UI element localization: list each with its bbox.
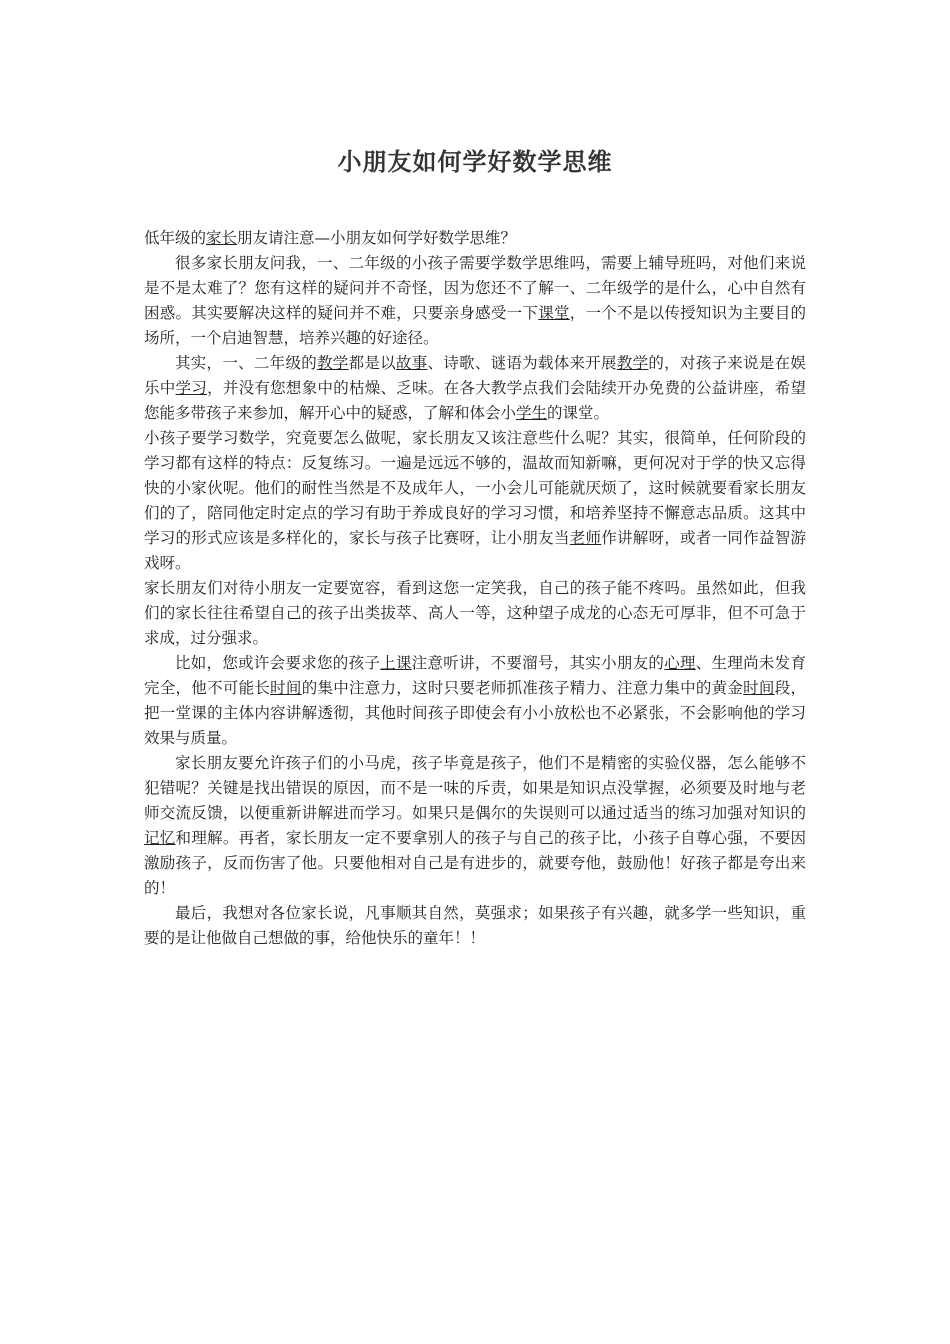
paragraph-text: ，一个不是以传授知识为主要目的场所，一个启迪智慧，培养兴趣的好途径。 — [144, 304, 806, 347]
body-paragraph — [144, 576, 806, 651]
paragraph-text: 家长朋友要允许孩子们的小马虎，孩子毕竟是孩子，他们不是精密的实验仪器，怎么能够不犯错呢？关键是找出错误的原因，而不是一味的斥责，如果是知识点没掌握，必须要及时地与老师交流反馈，以便重新讲解进而学习。如果只是偶尔的失误则可以通过适当的练习加强对知识的 — [144, 754, 806, 822]
underlined-link-text: 时间 — [270, 679, 302, 697]
paragraph-text: 最后，我想对各位家长说，凡事顺其自然，莫强求；如果孩子有兴趣，就多学一些知识，重要的是让他做自己想做的事，给他快乐的童年！！ — [144, 904, 806, 947]
paragraph-text: 很多家长朋友问我，一、二年级的小孩子需要学数学思维吗，需要上辅导班吗，对他们来说是不是太难了？您有这样的疑问并不奇怪，因为您还不了解一、二年级学的是什么，心中自然有困惑。其实要解决这样的疑问并不难，只要亲身感受一下 — [144, 254, 806, 322]
paragraph-text: 、生理尚未发育完全，他不可能长 — [144, 654, 806, 697]
underlined-link-text: 上课 — [380, 654, 412, 672]
paragraph-text: 注意听讲，不要溜号，其实小朋友的 — [411, 654, 665, 672]
document-body — [144, 226, 806, 951]
body-paragraph — [144, 351, 806, 426]
body-paragraph — [144, 651, 806, 751]
body-paragraph — [144, 251, 806, 351]
paragraph-text: 的，对孩子来说是在娱乐中 — [144, 354, 806, 397]
underlined-link-text: 故事 — [395, 354, 428, 372]
underlined-link-text: 学生 — [516, 404, 548, 422]
paragraph-text: 家长朋友们对待小朋友一定要宽容，看到这您一定笑我，自己的孩子能不疼吗。虽然如此，但我们的家长往往希望自己的孩子出类拔萃、高人一等，这种望子成龙的心态无可厚非，但不可急于求成，过分强求。 — [144, 579, 806, 647]
paragraph-text: 作讲解呀，或者一同作益智游戏呀。 — [144, 529, 806, 572]
document-page — [144, 140, 806, 951]
body-paragraph — [144, 426, 806, 576]
underlined-link-text: 教学 — [616, 354, 649, 372]
document-title: 小朋友如何学好数学思维 — [337, 148, 613, 176]
paragraph-text: 低年级的 — [144, 229, 207, 247]
paragraph-text: 其实，一、二年级的 — [175, 354, 318, 372]
paragraph-text: 、诗歌、谜语为载体来开展 — [427, 354, 617, 372]
underlined-link-text: 家长 — [206, 229, 238, 247]
underlined-link-text: 学习 — [175, 379, 208, 397]
paragraph-text: 比如，您或许会要求您的孩子 — [175, 654, 381, 672]
paragraph-text: 都是以 — [348, 354, 396, 372]
underlined-link-text: 记忆 — [144, 829, 176, 847]
underlined-link-text: 心理 — [664, 654, 696, 672]
underlined-link-text: 老师 — [569, 529, 602, 547]
body-paragraph — [144, 751, 806, 901]
body-paragraph — [144, 901, 806, 951]
paragraph-text: 朋友请注意—小朋友如何学好数学思维？ — [237, 229, 517, 247]
underlined-link-text: 时间 — [743, 679, 775, 697]
paragraph-text: 小孩子要学习数学，究竟要怎么做呢，家长朋友又该注意些什么呢？其实，很简单，任何阶段的学习都有这样的特点：反复练习。一遍是远远不够的，温故而知新嘛，更何况对于学的快又忘得快的小家伙呢。他们的耐性当然是不及成年人，一小会儿可能就厌烦了，这时候就要看家长朋友们的了，陪同他定时定点的学习有助于养成良好的学习习惯，和培养坚持不懈意志品质。这其中学习的形式应该是多样化的，家长与孩子比赛呀，让小朋友当 — [144, 429, 806, 547]
paragraph-text: ，并没有您想象中的枯燥、乏味。在各大教学点我们会陆续开办免费的公益讲座，希望您能多带孩子来参加，解开心中的疑惑，了解和体会小 — [144, 379, 806, 422]
paragraph-text: 的集中注意力，这时只要老师抓准孩子精力、注意力集中的黄金 — [301, 679, 744, 697]
paragraph-text: 和理解。再者，家长朋友一定不要拿别人的孩子与自己的孩子比，小孩子自尊心强，不要因激励孩子，反而伤害了他。只要他相对自己是有进步的，就要夸他，鼓励他！好孩子都是夸出来的！ — [144, 829, 806, 897]
paragraph-text: 的课堂。 — [547, 404, 610, 422]
underlined-link-text: 课堂 — [538, 304, 570, 322]
body-paragraph — [144, 226, 806, 251]
paragraph-text: 段，把一堂课的主体内容讲解透彻，其他时间孩子即使会有小小放松也不必紧张，不会影响他的学习效果与质量。 — [144, 679, 806, 747]
underlined-link-text: 教学 — [317, 354, 349, 372]
